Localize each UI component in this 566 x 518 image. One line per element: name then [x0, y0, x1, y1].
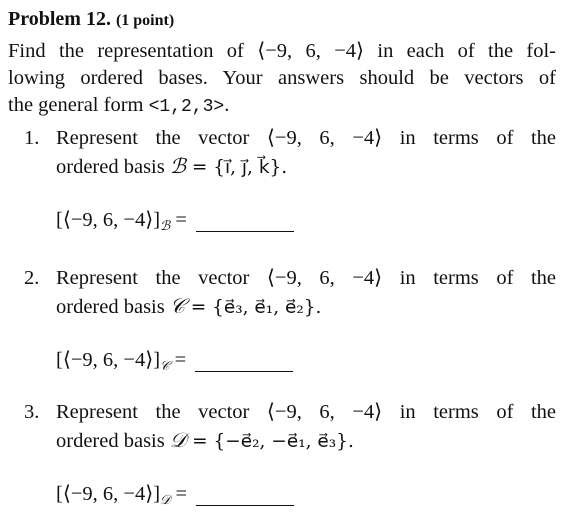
- question-line-1: Represent the vector ⟨−9, 6, −4⟩ in terms of the: [56, 127, 556, 149]
- answer-equals: =: [169, 349, 187, 371]
- question-number: 2.: [24, 267, 40, 289]
- answer-input-3[interactable]: [196, 485, 294, 506]
- intro-line-3-prefix: the general form: [8, 94, 149, 116]
- question-text: [56, 124, 556, 182]
- intro-line-2: lowing ordered bases. Your answers should be vectors of: [8, 67, 556, 89]
- basis-definition: = {i⃗, j⃗, k⃗}.: [185, 157, 288, 178]
- question-text: [56, 264, 556, 322]
- question-number: 3.: [24, 401, 40, 423]
- question-line-2: [56, 426, 556, 456]
- basis-intro: ordered basis: [56, 296, 170, 318]
- problem-intro: [8, 38, 556, 121]
- answer-row-2: [56, 346, 293, 381]
- basis-symbol: 𝒟: [169, 428, 187, 452]
- basis-intro: ordered basis: [56, 156, 170, 178]
- intro-format-example: <1,2,3>: [148, 97, 225, 117]
- answer-equals: =: [170, 483, 188, 505]
- basis-definition: = {−e⃗₂, −e⃗₁, e⃗₃}.: [186, 431, 354, 452]
- problem-title: Problem 12.: [8, 8, 111, 30]
- answer-basis-subscript: 𝒟: [160, 493, 171, 508]
- question-line-1: Represent the vector ⟨−9, 6, −4⟩ in terms of the: [56, 267, 556, 289]
- answer-basis-subscript: 𝒞: [160, 359, 170, 374]
- basis-symbol: 𝒞: [169, 294, 185, 318]
- basis-symbol: ℬ: [169, 154, 186, 178]
- answer-equals: =: [170, 209, 187, 231]
- question-line-2: [56, 152, 556, 182]
- intro-line-3-suffix: .: [224, 94, 230, 116]
- answer-label: [⟨−9, 6, −4⟩]: [56, 209, 161, 231]
- question-number: 1.: [24, 127, 40, 149]
- question-line-1: Represent the vector ⟨−9, 6, −4⟩ in terms of the: [56, 401, 556, 423]
- basis-intro: ordered basis: [56, 430, 170, 452]
- answer-label: [⟨−9, 6, −4⟩]: [56, 483, 161, 505]
- problem-points: (1 point): [115, 12, 175, 29]
- answer-row-1: [56, 206, 294, 241]
- intro-line-1: Find the representation of ⟨−9, 6, −4⟩ in each of the fol-: [8, 40, 556, 62]
- question-line-2: [56, 292, 556, 322]
- answer-input-1[interactable]: [196, 211, 294, 232]
- answer-basis-subscript: ℬ: [160, 219, 171, 234]
- answer-label: [⟨−9, 6, −4⟩]: [56, 349, 161, 371]
- basis-definition: = {e⃗₃, e⃗₁, e⃗₂}.: [184, 297, 322, 318]
- intro-line-3: [8, 92, 556, 121]
- answer-input-2[interactable]: [195, 351, 293, 372]
- question-text: [56, 398, 556, 456]
- problem-heading: [8, 8, 174, 31]
- answer-row-3: [56, 480, 294, 515]
